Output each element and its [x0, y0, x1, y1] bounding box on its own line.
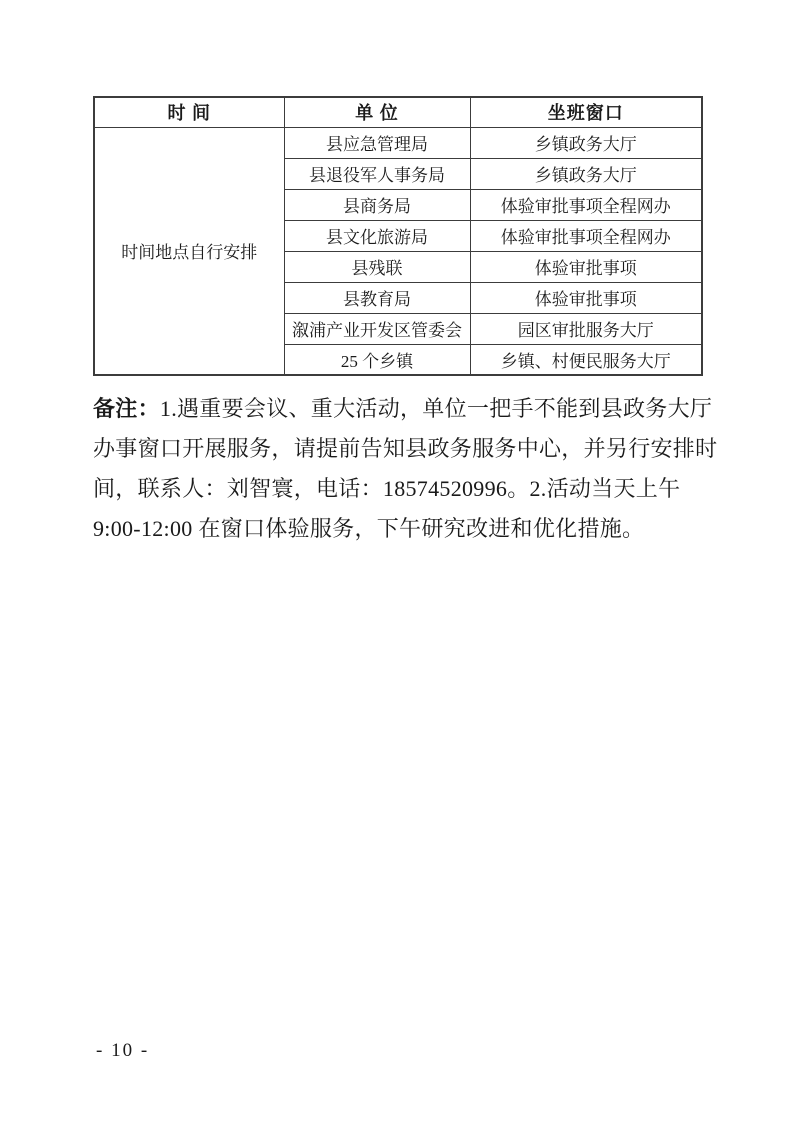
window-cell: 乡镇政务大厅: [470, 127, 702, 158]
table-row: [94, 127, 702, 158]
unit-cell: 县残联: [284, 251, 470, 282]
window-cell: 体验审批事项: [470, 251, 702, 282]
header-unit: 单 位: [284, 97, 470, 127]
time-merged-cell: 时间地点自行安排: [94, 127, 284, 375]
schedule-table: [93, 96, 703, 376]
window-cell: 体验审批事项全程网办: [470, 220, 702, 251]
unit-cell: 25 个乡镇: [284, 344, 470, 375]
unit-cell: 县教育局: [284, 282, 470, 313]
note-line-3: 间，联系人：刘智寰，电话：18574520996。2.活动当天上午: [93, 476, 681, 501]
window-cell: 园区审批服务大厅: [470, 313, 702, 344]
window-cell: 体验审批事项: [470, 282, 702, 313]
page-number: - 10 -: [96, 1040, 150, 1061]
window-cell: 乡镇、村便民服务大厅: [470, 344, 702, 375]
window-cell: 乡镇政务大厅: [470, 158, 702, 189]
unit-cell: 县文化旅游局: [284, 220, 470, 251]
note-text: 1.遇重要会议、重大活动，单位一把手不能到县政务大厅: [159, 396, 713, 421]
unit-cell: 县商务局: [284, 189, 470, 220]
header-window: 坐班窗口: [470, 97, 702, 127]
unit-cell: 县退役军人事务局: [284, 158, 470, 189]
notes-paragraph: [93, 389, 718, 549]
unit-cell: 县应急管理局: [284, 127, 470, 158]
note-line-2: 办事窗口开展服务，请提前告知县政务服务中心，并另行安排时: [93, 436, 718, 461]
note-line-1: [93, 389, 713, 429]
header-time: 时 间: [94, 97, 284, 127]
table-header-row: [94, 97, 702, 127]
note-line-4: 9:00-12:00 在窗口体验服务，下午研究改进和优化措施。: [93, 516, 645, 541]
window-cell: 体验审批事项全程网办: [470, 189, 702, 220]
unit-cell: 溆浦产业开发区管委会: [284, 313, 470, 344]
notes-label: 备注：: [93, 396, 160, 421]
